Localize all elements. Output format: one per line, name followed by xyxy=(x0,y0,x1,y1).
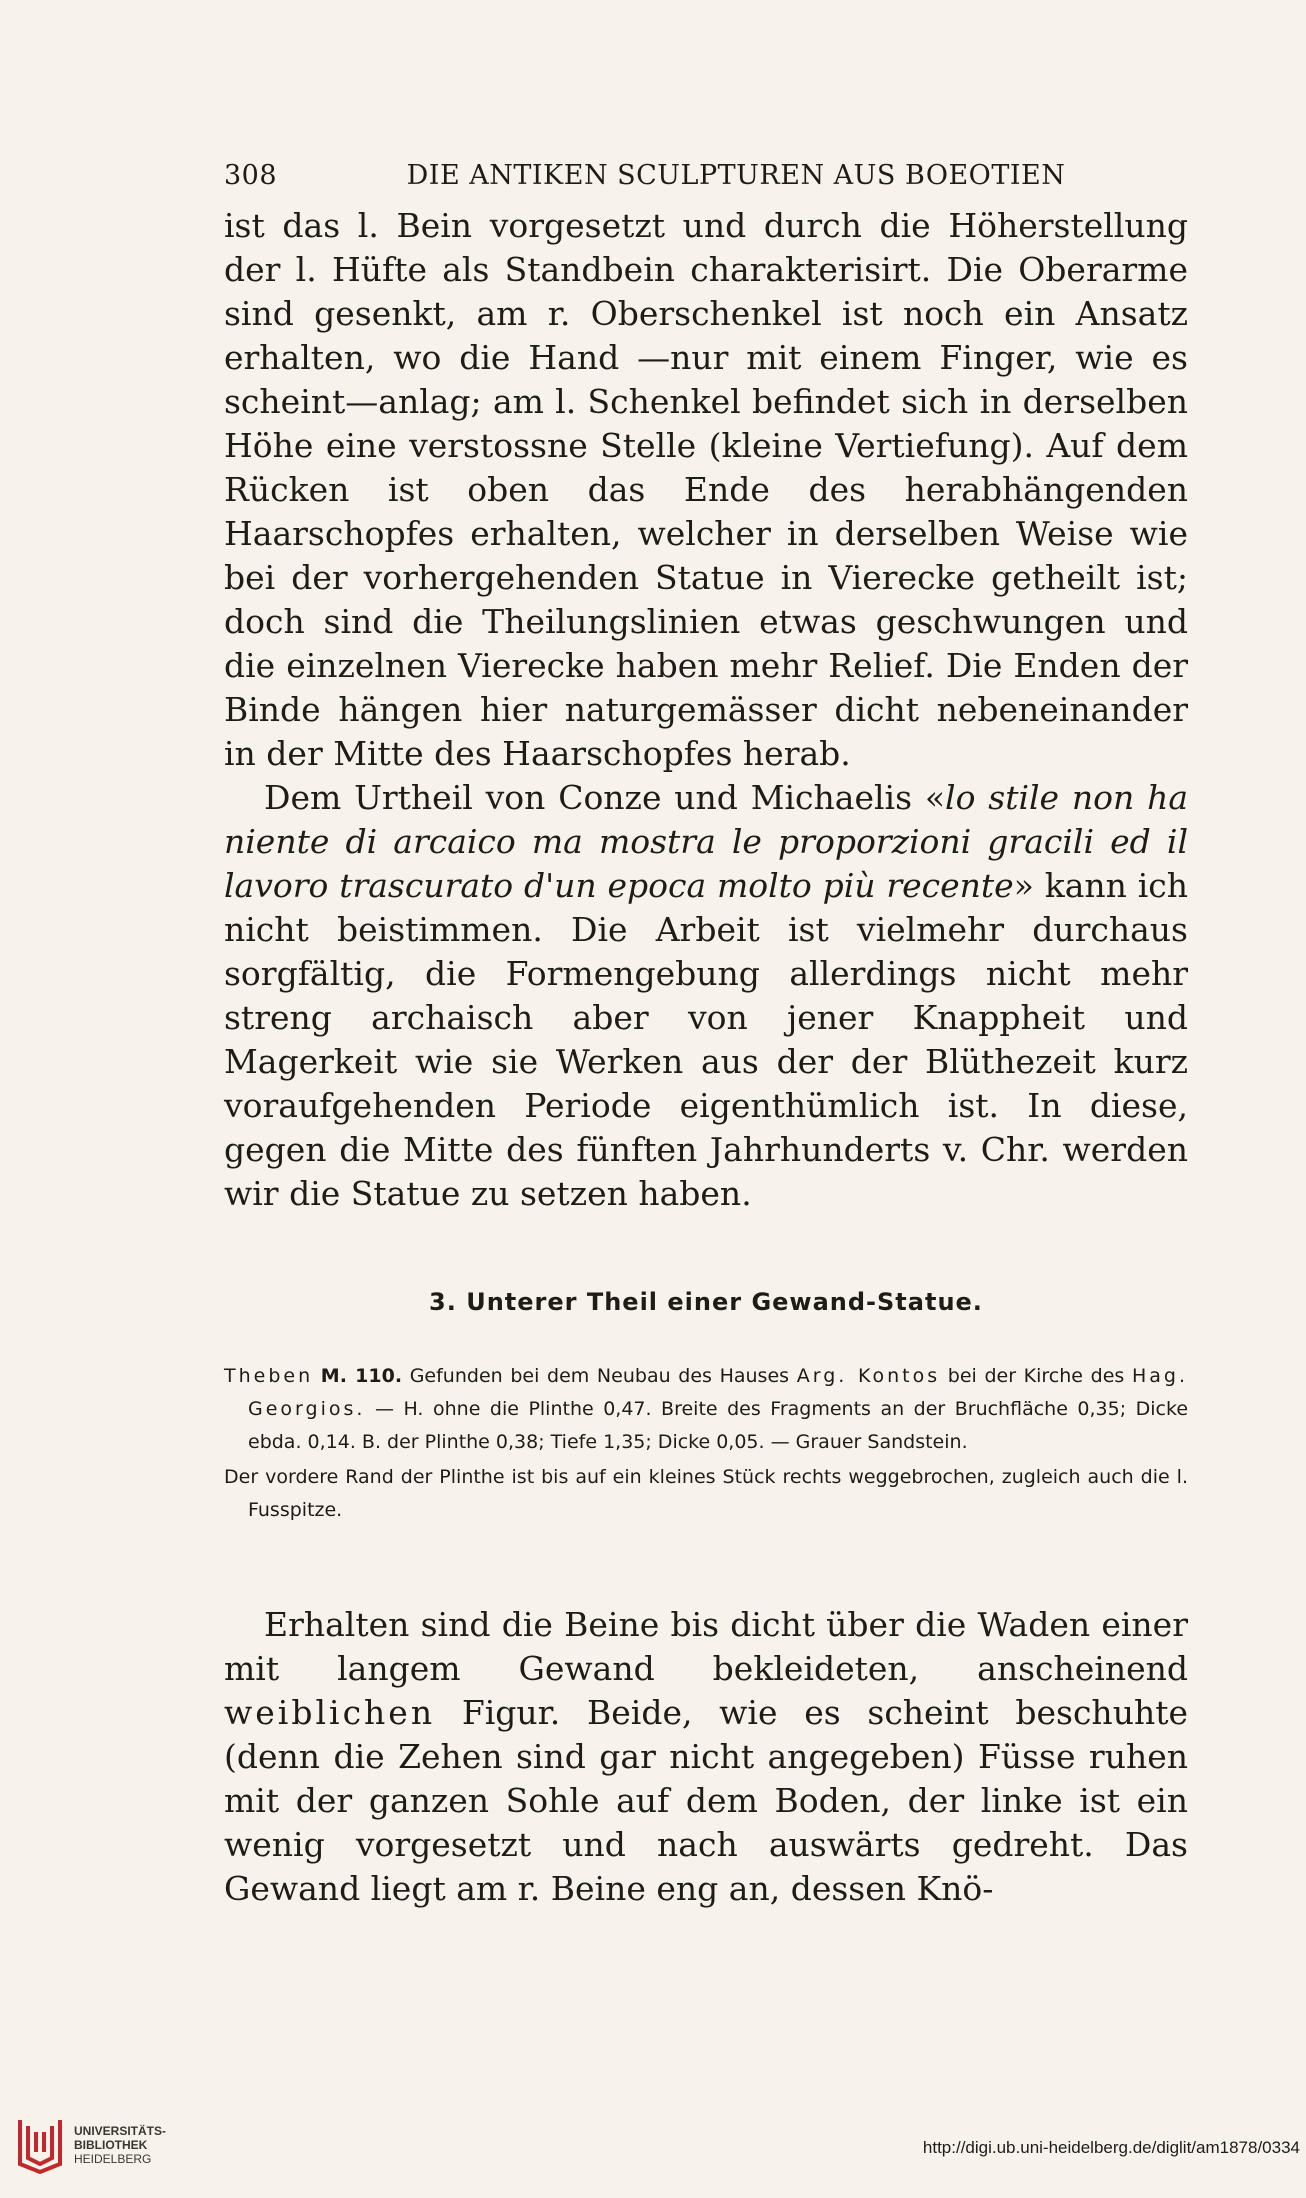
catalog-near-text: bei der Kirche des xyxy=(947,1365,1125,1387)
library-name-line3: HEIDELBERG xyxy=(74,2152,152,2166)
paragraph-erhalten xyxy=(224,1603,1188,1911)
catalog-description xyxy=(224,1360,1188,1459)
section-heading: 3. Unterer Theil einer Gewand-Statue. xyxy=(429,1288,983,1316)
italian-quote: lo stile non ha niente di arcaico ma mostra le proporzioni gracili ed il lavoro trascurato d'un epoca molto più recente xyxy=(224,778,1188,905)
library-logo[interactable] xyxy=(14,2110,214,2180)
page-number: 308 xyxy=(224,160,278,191)
library-name-line2: BIBLIOTHEK xyxy=(74,2138,148,2152)
spaced-word: weiblichen xyxy=(224,1693,436,1732)
paragraph-conze-michaelis xyxy=(224,776,1188,1216)
paragraph-tail: Figur. Beide, wie es scheint beschuhte (denn die Zehen sind gar nicht angegeben) Füsse ruhen mit der ganzen Sohle auf dem Boden, der linke ist ein wenig vorgesetzt und nach auswärts gedreht. Das Gewand liegt am r. Beine eng an, dessen Knö- xyxy=(224,1693,1188,1908)
catalog-place: Theben xyxy=(224,1365,314,1387)
catalog-entry xyxy=(224,1360,1188,1527)
book-page xyxy=(224,150,1188,1911)
body-text-bottom xyxy=(224,1603,1188,1911)
catalog-found-text: Gefunden bei dem Neubau des Hauses xyxy=(409,1365,790,1387)
catalog-museum-number: M. 110. xyxy=(320,1365,403,1387)
library-name xyxy=(74,2124,166,2166)
source-url-link[interactable]: http://digi.ub.uni-heidelberg.de/diglit/am1878/0334 xyxy=(922,2138,1300,2157)
library-name-line1: UNIVERSITÄTS- xyxy=(74,2124,167,2138)
body-text-top xyxy=(224,204,1188,1216)
running-head xyxy=(224,150,1188,196)
running-title: DIE ANTIKEN SCULPTUREN AUS BOEOTIEN xyxy=(406,160,1066,191)
paragraph-lead: Erhalten sind die Beine bis dicht über die Waden einer mit langem Gewand bekleideten, anscheinend xyxy=(224,1605,1188,1688)
paragraph-continuation: ist das l. Bein vorgesetzt und durch die Höherstellung der l. Hüfte als Standbein charakterisirt. Die Oberarme sind gesenkt, am r. Oberschenkel ist noch ein Ansatz erhalten, wo die Hand —nur mit einem Finger, wie es scheint—anlag; am l. Schenkel befindet sich in derselben Höhe eine verstossne Stelle (kleine Vertiefung). Auf dem Rücken ist oben das Ende des herabhängenden Haarschopfes erhalten, welcher in derselben Weise wie bei der vorhergehenden Statue in Vierecke getheilt ist; doch sind die Theilungslinien etwas geschwungen und die einzelnen Vierecke haben mehr Relief. Die Enden der Binde hängen hier naturgemässer dicht nebeneinander in der Mitte des Haarschopfes herab. xyxy=(224,206,1188,773)
catalog-church: Hag. Georgios. xyxy=(248,1365,1188,1420)
catalog-note: Der vordere Rand der Plinthe ist bis auf ein kleines Stück rechts weggebrochen, zugleich auch die l. Fusspitze. xyxy=(224,1466,1188,1521)
paragraph-lead: Dem Urtheil von Conze und Michaelis « xyxy=(264,778,946,817)
library-emblem-icon xyxy=(14,2114,66,2174)
catalog-measures: — H. ohne die Plinthe 0,47. Breite des Fragments an der Bruchfläche 0,35; Dicke ebda. 0,14. B. der Plinthe 0,38; Tiefe 1,35; Dicke 0,05. — Grauer Sandstein. xyxy=(248,1398,1189,1453)
paragraph-tail: » kann ich nicht beistimmen. Die Arbeit ist vielmehr durchaus sorgfältig, die Formengebung allerdings nicht mehr streng archaisch aber von jener Knappheit und Magerkeit wie sie Werken aus der der Blüthezeit kurz voraufgehenden Periode eigenthümlich ist. In diese, gegen die Mitte des fünften Jahrhunderts v. Chr. werden wir die Statue zu setzen haben. xyxy=(224,866,1188,1213)
catalog-owner: Arg. Kontos xyxy=(796,1365,941,1387)
